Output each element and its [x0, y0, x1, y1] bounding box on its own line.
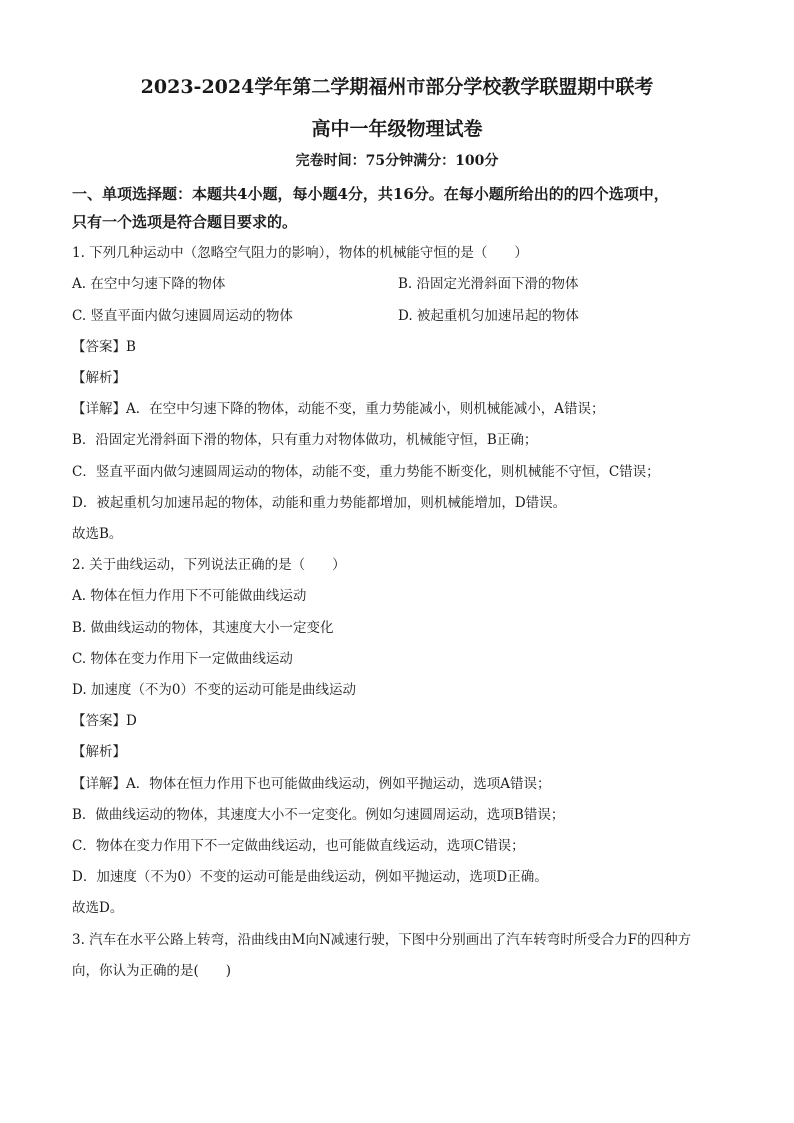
q3-stem-line2: 向，你认为正确的是( ): [72, 963, 232, 979]
q1-option-c: C. 竖直平面内做匀速圆周运动的物体: [72, 308, 293, 324]
q2-conclusion: 故选D。: [72, 900, 124, 916]
q2-detail-c: C．物体在变力作用下不一定做曲线运动，也可能做直线运动，选项C错误；: [72, 838, 525, 854]
q2-detail-b: B．做曲线运动的物体，其速度大小不一定变化。例如匀速圆周运动，选项B错误；: [72, 807, 565, 823]
exam-title: 2023-2024学年第二学期福州市部分学校教学联盟期中联考: [140, 76, 654, 98]
q2-option-c: C. 物体在变力作用下一定做曲线运动: [72, 651, 293, 667]
q2-detail-d: D．加速度（不为0）不变的运动可能是曲线运动，例如平抛运动，选项D正确。: [72, 869, 548, 885]
q2-detail-a: 【详解】A．物体在恒力作用下也可能做曲线运动，例如平抛运动，选项A错误；: [72, 776, 551, 792]
q2-option-a: A. 物体在恒力作用下不可能做曲线运动: [72, 588, 307, 604]
q1-detail-b: B．沿固定光滑斜面下滑的物体，只有重力对物体做功，机械能守恒，B正确；: [72, 432, 538, 448]
q1-detail-a: 【详解】A．在空中匀速下降的物体，动能不变，重力势能减小，则机械能减小，A错误；: [72, 401, 605, 417]
q3-stem-line1: 3. 汽车在水平公路上转弯，沿曲线由M向N减速行驶，下图中分别画出了汽车转弯时所受合力F的四种方: [72, 932, 692, 948]
q1-answer: 【答案】B: [72, 339, 136, 355]
q2-option-b: B. 做曲线运动的物体，其速度大小一定变化: [72, 620, 334, 636]
q1-stem: 1. 下列几种运动中（忽略空气阻力的影响），物体的机械能守恒的是（ ）: [72, 245, 528, 261]
q1-detail-d: D．被起重机匀加速吊起的物体，动能和重力势能都增加，则机械能增加，D错误。: [72, 495, 567, 511]
q1-conclusion: 故选B。: [72, 526, 123, 542]
section-heading-line2: 只有一个选项是符合题目要求的。: [72, 213, 298, 231]
q1-option-a: A. 在空中匀速下降的物体: [72, 276, 226, 292]
exam-info: 完卷时间：75分钟满分：100分: [295, 153, 499, 169]
q1-option-d: D. 被起重机匀加速吊起的物体: [398, 308, 579, 324]
q1-analysis-label: 【解析】: [72, 370, 126, 386]
q2-analysis-label: 【解析】: [72, 744, 126, 760]
q1-detail-c: C．竖直平面内做匀速圆周运动的物体，动能不变，重力势能不断变化，则机械能不守恒，C错误；: [72, 464, 660, 480]
q2-stem: 2. 关于曲线运动，下列说法正确的是（ ）: [72, 557, 346, 573]
q2-answer: 【答案】D: [72, 713, 137, 729]
q1-option-b: B. 沿固定光滑斜面下滑的物体: [398, 276, 579, 292]
q2-option-d: D. 加速度（不为0）不变的运动可能是曲线运动: [72, 682, 357, 698]
exam-subtitle: 高中一年级物理试卷: [311, 118, 483, 140]
section-heading-line1: 一、单项选择题：本题共4小题，每小题4分，共16分。在每小题所给出的的四个选项中，: [72, 185, 669, 203]
